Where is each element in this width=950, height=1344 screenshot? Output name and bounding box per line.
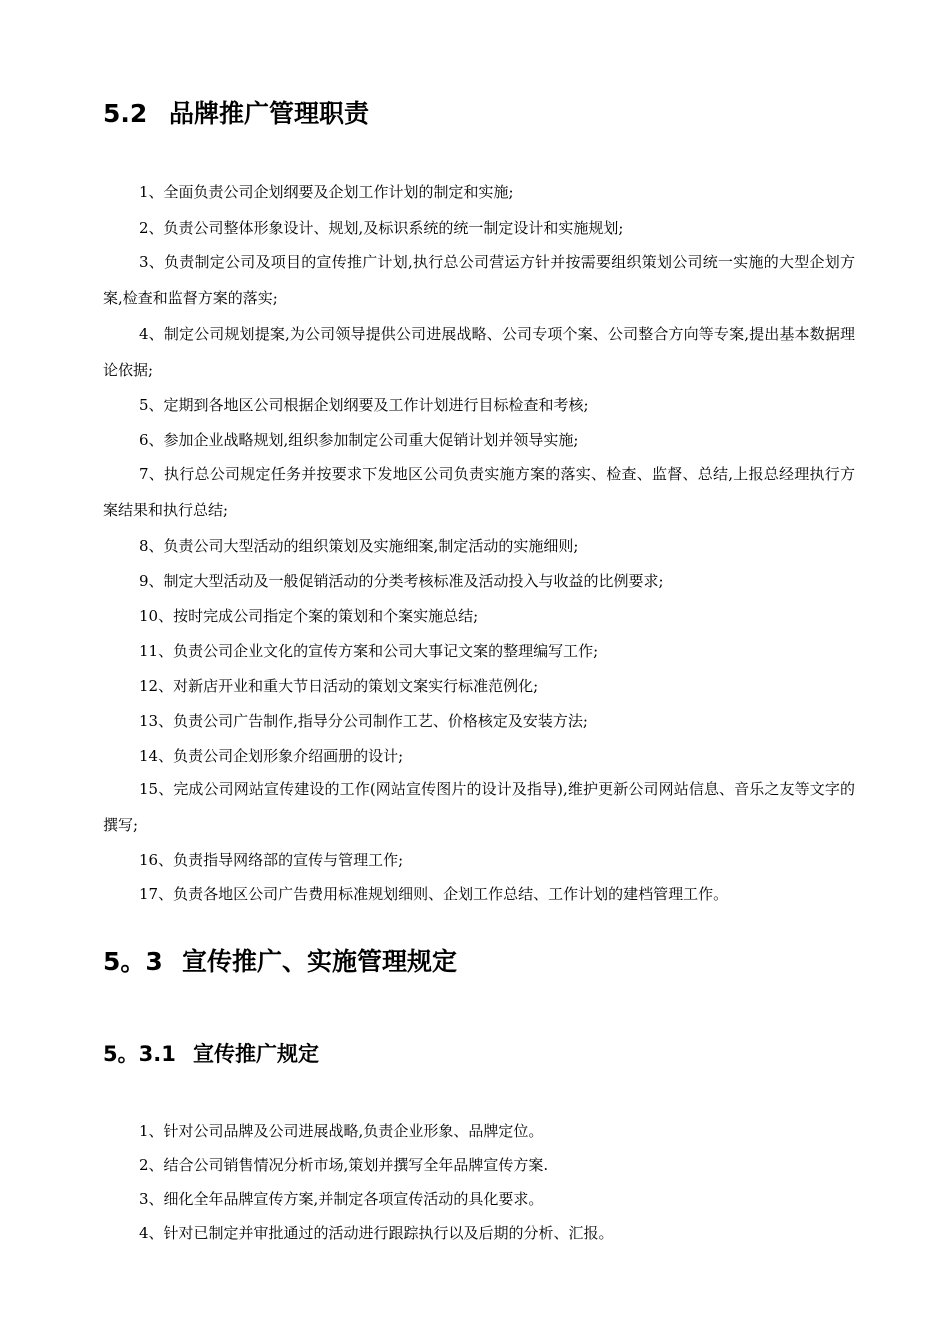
section-title: 品牌推广管理职责 bbox=[169, 99, 370, 128]
list-item: 11、负责公司企业文化的宣传方案和公司大事记文案的整理编写工作; bbox=[139, 642, 599, 660]
list-item: 12、对新店开业和重大节日活动的策划文案实行标准范例化; bbox=[139, 677, 539, 695]
section-heading-5-3 bbox=[103, 946, 457, 978]
subsection-number: 5。3.1 bbox=[103, 1042, 176, 1066]
list-item: 1、全面负责公司企划纲要及企划工作计划的制定和实施; bbox=[139, 183, 514, 201]
list-item: 5、定期到各地区公司根据企划纲要及工作计划进行目标检查和考核; bbox=[139, 396, 589, 414]
list-item: 10、按时完成公司指定个案的策划和个案实施总结; bbox=[139, 607, 479, 625]
list-item: 4、针对已制定并审批通过的活动进行跟踪执行以及后期的分析、汇报。 bbox=[139, 1224, 614, 1242]
subsection-heading-5-3-1 bbox=[103, 1040, 319, 1068]
section-number: 5.2 bbox=[103, 99, 148, 128]
list-item: 3、细化全年品牌宣传方案,并制定各项宣传活动的具化要求。 bbox=[139, 1190, 544, 1208]
list-item: 2、结合公司销售情况分析市场,策划并撰写全年品牌宣传方案. bbox=[139, 1156, 549, 1174]
list-item: 7、执行总公司规定任务并按要求下发地区公司负责实施方案的落实、检查、监督、总结,上报总经理执行方案结果和执行总结; bbox=[103, 465, 855, 519]
list-item: 14、负责公司企划形象介绍画册的设计; bbox=[139, 747, 404, 765]
list-item: 4、制定公司规划提案,为公司领导提供公司进展战略、公司专项个案、公司整合方向等专案,提出基本数据理论依据; bbox=[103, 325, 855, 379]
subsection-title: 宣传推广规定 bbox=[193, 1042, 319, 1066]
section-number: 5。3 bbox=[103, 947, 163, 976]
list-item: 15、完成公司网站宣传建设的工作(网站宣传图片的设计及指导),维护更新公司网站信息、音乐之友等文字的撰写; bbox=[103, 780, 855, 834]
list-item: 3、负责制定公司及项目的宣传推广计划,执行总公司营运方针并按需要组织策划公司统一实施的大型企划方案,检查和监督方案的落实; bbox=[103, 253, 855, 307]
section-heading-5-2 bbox=[103, 98, 369, 130]
section-title: 宣传推广、实施管理规定 bbox=[182, 947, 458, 976]
list-item: 1、针对公司品牌及公司进展战略,负责企业形象、品牌定位。 bbox=[139, 1122, 544, 1140]
list-item: 13、负责公司广告制作,指导分公司制作工艺、价格核定及安装方法; bbox=[139, 712, 588, 730]
list-item: 16、负责指导网络部的宣传与管理工作; bbox=[139, 851, 404, 869]
list-item: 6、参加企业战略规划,组织参加制定公司重大促销计划并领导实施; bbox=[139, 431, 579, 449]
list-item: 8、负责公司大型活动的组织策划及实施细案,制定活动的实施细则; bbox=[139, 537, 579, 555]
list-item: 2、负责公司整体形象设计、规划,及标识系统的统一制定设计和实施规划; bbox=[139, 219, 624, 237]
list-item: 17、负责各地区公司广告费用标准规划细则、企划工作总结、工作计划的建档管理工作。 bbox=[139, 885, 729, 903]
list-item: 9、制定大型活动及一般促销活动的分类考核标准及活动投入与收益的比例要求; bbox=[139, 572, 664, 590]
